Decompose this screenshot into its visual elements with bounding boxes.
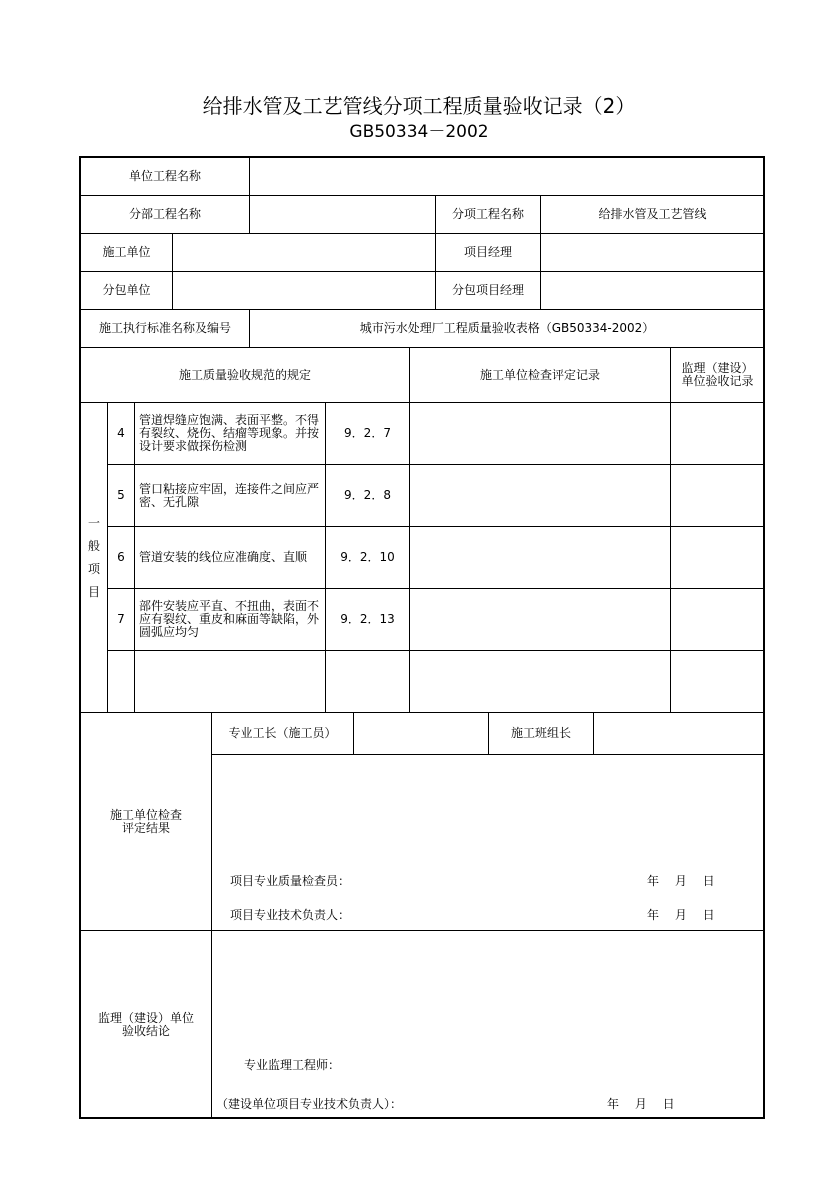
item-number: 7 <box>107 588 135 651</box>
item-number: 4 <box>107 402 135 465</box>
item-text-empty[interactable] <box>134 650 326 713</box>
supervision-conclusion-label: 监理（建设）单位 验收结论 <box>80 930 212 1119</box>
manager-field[interactable] <box>540 233 765 272</box>
item-supervision-field[interactable] <box>670 402 765 465</box>
check-result-label: 施工单位检查 评定结果 <box>80 712 212 931</box>
team-leader-label: 施工班组长 <box>488 712 594 755</box>
header-supervision: 监理（建设） 单位验收记录 <box>670 347 765 403</box>
supervision-date: 年 月 日 <box>607 1097 675 1111</box>
foreman-label: 专业工长（施工员） <box>211 712 354 755</box>
unit-project-field[interactable] <box>249 157 765 196</box>
item-supervision-field[interactable] <box>670 526 765 589</box>
item-text: 管道焊缝应饱满、表面平整。不得有裂纹、烧伤、结瘤等现象。并按设计要求做探伤检测 <box>134 402 326 465</box>
contractor-label: 施工单位 <box>80 233 173 272</box>
header-record: 施工单位检查评定记录 <box>409 347 671 403</box>
sub-manager-field[interactable] <box>540 271 765 310</box>
item-record-field[interactable] <box>409 402 671 465</box>
team-leader-field[interactable] <box>593 712 765 755</box>
standard-field[interactable]: 城市污水处理厂工程质量验收表格（GB50334-2002） <box>249 309 765 348</box>
supervision-engineer-label: 专业监理工程师： <box>244 1058 341 1072</box>
item-code: 9．2．10 <box>325 526 410 589</box>
tech-lead-label: 项目专业技术负责人： <box>230 908 351 922</box>
document-subtitle: GB50334－2002 <box>349 122 489 142</box>
item-supervision-field[interactable] <box>670 588 765 651</box>
item-text: 管口粘接应牢固，连接件之间应严密、无孔隙 <box>134 464 326 527</box>
inspector-date: 年 月 日 <box>647 874 715 888</box>
item-supervision-field[interactable] <box>670 464 765 527</box>
sub-project-label: 分部工程名称 <box>80 195 250 234</box>
item-number: 5 <box>107 464 135 527</box>
unit-project-label: 单位工程名称 <box>80 157 250 196</box>
document-title: 给排水管及工艺管线分项工程质量验收记录（2） <box>202 94 636 118</box>
sub-manager-label: 分包项目经理 <box>435 271 541 310</box>
quality-inspector-label: 项目专业质量检查员： <box>230 874 351 888</box>
standard-label: 施工执行标准名称及编号 <box>80 309 250 348</box>
owner-tech-lead-label: （建设单位项目专业技术负责人）： <box>216 1097 403 1111</box>
header-spec: 施工质量验收规范的规定 <box>80 347 410 403</box>
supervision-conclusion-area[interactable] <box>211 930 765 1119</box>
item-code: 9．2．7 <box>325 402 410 465</box>
manager-label: 项目经理 <box>435 233 541 272</box>
item-project-label: 分项工程名称 <box>435 195 541 234</box>
item-code-empty[interactable] <box>325 650 410 713</box>
item-code: 9．2．8 <box>325 464 410 527</box>
tech-lead-date: 年 月 日 <box>647 908 715 922</box>
contractor-field[interactable] <box>172 233 436 272</box>
check-result-area[interactable] <box>211 754 765 931</box>
sub-project-field[interactable] <box>249 195 436 234</box>
item-number: 6 <box>107 526 135 589</box>
item-text: 管道安装的线位应准确度、直顺 <box>134 526 326 589</box>
group-label-general-items: 一 般 项 目 <box>80 402 108 713</box>
item-number-empty[interactable] <box>107 650 135 713</box>
foreman-field[interactable] <box>353 712 489 755</box>
subcontractor-label: 分包单位 <box>80 271 173 310</box>
item-record-field[interactable] <box>409 526 671 589</box>
subcontractor-field[interactable] <box>172 271 436 310</box>
item-project-field[interactable]: 给排水管及工艺管线 <box>540 195 765 234</box>
item-text: 部件安装应平直、不扭曲，表面不应有裂纹、重皮和麻面等缺陷，外圆弧应均匀 <box>134 588 326 651</box>
item-record-field[interactable] <box>409 464 671 527</box>
item-record-field[interactable] <box>409 588 671 651</box>
item-code: 9．2．13 <box>325 588 410 651</box>
item-supervision-field[interactable] <box>670 650 765 713</box>
item-record-field[interactable] <box>409 650 671 713</box>
